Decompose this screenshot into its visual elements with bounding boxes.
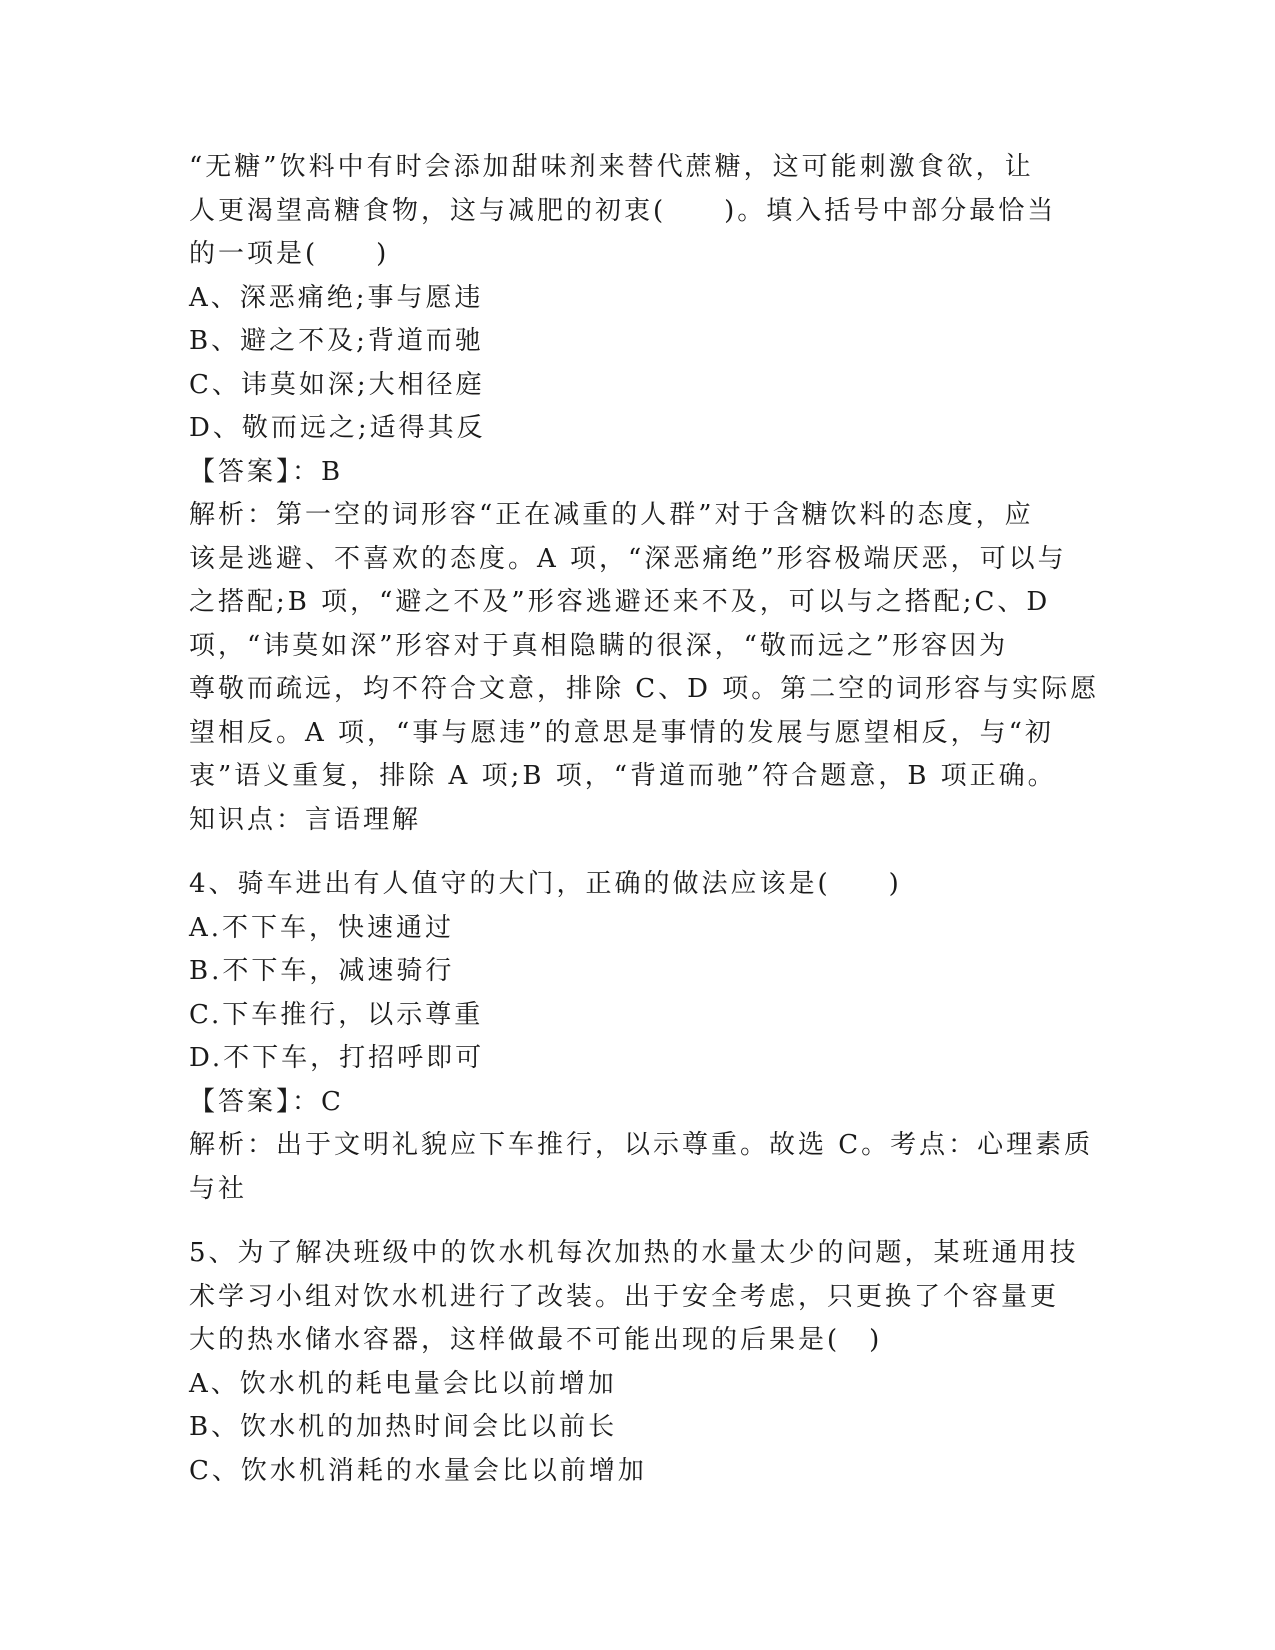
option-a: A.不下车，快速通过 [189, 912, 455, 943]
document-page [189, 146, 1100, 1493]
explanation-line: 解析：第一空的词形容“正在减重的人群”对于含糖饮料的态度，应 [189, 500, 1034, 530]
question-stem-line: 人更渴望高糖食物，这与减肥的初衷( )。填入括号中部分最恰当 [189, 195, 1057, 226]
question-spacer [189, 1211, 1089, 1232]
explanation-line: 该是逃避、不喜欢的态度。A 项，“深恶痛绝”形容极端厌恶，可以与 [189, 543, 1067, 574]
question-5 [189, 1232, 1089, 1493]
question-4 [189, 863, 1094, 1211]
option-a: A、饮水机的耗电量会比以前增加 [189, 1368, 617, 1399]
question-stem-line: “无糖”饮料中有时会添加甜味剂来替代蔗糖，这可能刺激食欲，让 [189, 152, 1034, 182]
option-c: C、饮水机消耗的水量会比以前增加 [189, 1455, 647, 1486]
explanation-line: 望相反。A 项，“事与愿违”的意思是事情的发展与愿望相反，与“初 [189, 717, 1054, 748]
question-spacer [189, 842, 1089, 863]
option-d: D、敬而远之;适得其反 [189, 413, 486, 443]
explanation-line: 项，“讳莫如深”形容对于真相隐瞒的很深，“敬而远之”形容因为 [189, 630, 1009, 661]
question-stem-line: 的一项是( ) [189, 239, 390, 269]
option-b: B、避之不及;背道而驰 [189, 326, 484, 356]
question-stem-line: 术学习小组对饮水机进行了改装。出于安全考虑，只更换了个容量更 [189, 1281, 1060, 1312]
option-a: A、深恶痛绝;事与愿违 [189, 282, 484, 313]
knowledge-point: 知识点：言语理解 [189, 804, 422, 835]
answer-line: 【答案】：B [189, 456, 344, 487]
explanation-line: 衷”语义重复，排除 A 项;B 项，“背道而驰”符合题意，B 项正确。 [189, 761, 1057, 791]
option-c: C.下车推行，以示尊重 [189, 999, 484, 1030]
question-3 [189, 146, 1100, 842]
option-b: B.不下车，减速骑行 [189, 956, 455, 986]
option-b: B、饮水机的加热时间会比以前长 [189, 1412, 618, 1442]
option-d: D.不下车，打招呼即可 [189, 1043, 485, 1073]
question-stem-line: 5、为了解决班级中的饮水机每次加热的水量太少的问题，某班通用技 [189, 1238, 1079, 1268]
explanation-line: 尊敬而疏远，均不符合文意，排除 C、D 项。第二空的词形容与实际愿 [189, 674, 1100, 704]
explanation-line: 解析：出于文明礼貌应下车推行，以示尊重。故选 C。考点：心理素质 [189, 1130, 1094, 1160]
explanation-line: 与社 [189, 1173, 248, 1204]
question-stem-line: 4、骑车进出有人值守的大门，正确的做法应该是( ) [189, 869, 902, 899]
answer-line: 【答案】：C [189, 1086, 344, 1117]
option-c: C、讳莫如深;大相径庭 [189, 369, 485, 400]
explanation-line: 之搭配;B 项，“避之不及”形容逃避还来不及，可以与之搭配;C、D [189, 587, 1051, 617]
question-stem-line: 大的热水储水容器，这样做最不可能出现的后果是( ) [189, 1325, 883, 1355]
